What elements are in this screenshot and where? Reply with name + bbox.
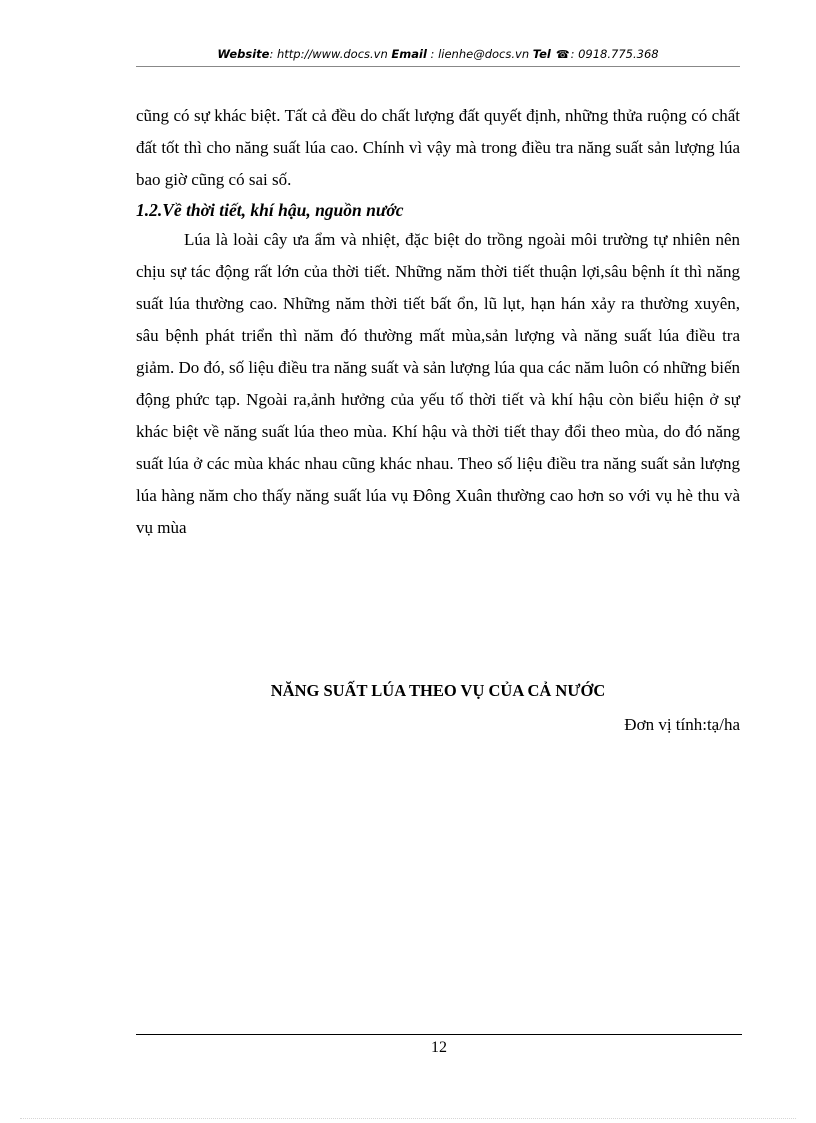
email-address[interactable]: : lienhe@docs.vn: [426, 47, 533, 61]
tel-label: Tel: [532, 47, 555, 61]
table-title: NĂNG SUẤT LÚA THEO VỤ CỦA CẢ NƯỚC: [270, 681, 606, 700]
footer-divider: [136, 1034, 742, 1035]
paragraph-continuation: cũng có sự khác biệt. Tất cả đều do chất lượng đất quyết định, những thửa ruộng có chất đất tốt thì cho năng suất lúa cao. Chính vì vậy mà trong điều tra năng suất sản lượng lúa bao giờ cũng có sai số.: [136, 106, 740, 189]
website-url[interactable]: : http://www.docs.vn: [269, 47, 392, 61]
section-heading: 1.2.Về thời tiết, khí hậu, nguồn nước: [136, 200, 404, 220]
unit-label: Đơn vị tính:tạ/ha: [624, 715, 740, 734]
paragraph-weather: Lúa là loài cây ưa ẩm và nhiệt, đặc biệt do trồng ngoài môi trường tự nhiên nên chịu sự tác động rất lớn của thời tiết. Những năm thời tiết thuận lợi,sâu bệnh ít thì năng suất lúa thường cao. Những năm thời tiết bất ổn, lũ lụt, hạn hán xảy ra thường xuyên, sâu bệnh phát triển thì năm đó thường mất mùa,sản lượng và năng suất lúa điều tra giảm. Do đó, số liệu điều tra năng suất và sản lượng lúa qua các năm luôn có những biến động phức tạp. Ngoài ra,ảnh hưởng của yếu tố thời tiết và khí hậu còn biểu hiện ở sự khác biệt về năng suất lúa theo mùa. Khí hậu và thời tiết thay đổi theo mùa, do đó năng suất lúa ở các mùa khác nhau cũng khác nhau. Theo số liệu điều tra năng suất sản lượng lúa hàng năm cho thấy năng suất lúa vụ Đông Xuân thường cao hơn so với vụ hè thu và vụ mùa: [136, 230, 740, 537]
page-number: 12: [431, 1039, 447, 1056]
page-edge-divider: [20, 1118, 796, 1119]
phone-icon: ☎: [555, 48, 570, 61]
phone-number: : 0918.775.368: [570, 47, 659, 61]
email-label: Email: [391, 47, 427, 61]
page-header: [136, 46, 740, 67]
website-label: Website: [217, 47, 270, 61]
document-body: [136, 100, 740, 544]
